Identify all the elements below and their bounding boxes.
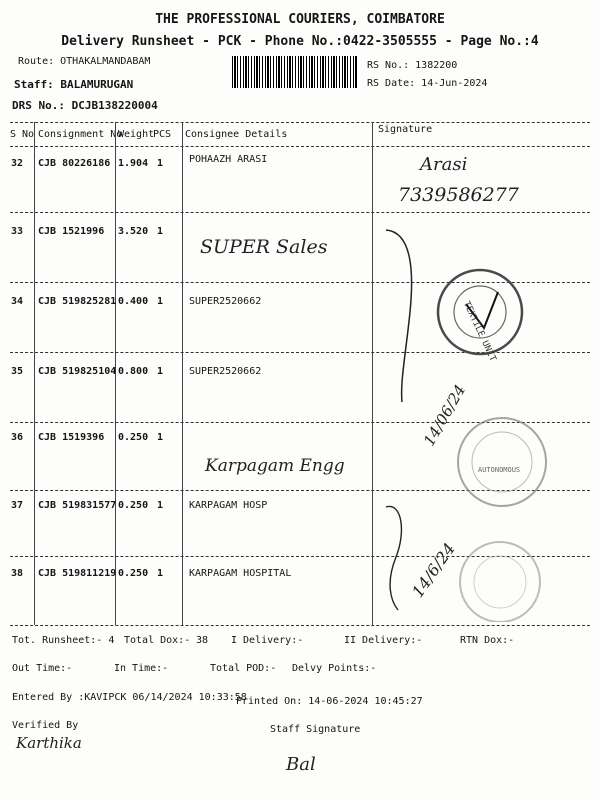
i-delivery: I Delivery:- — [231, 635, 304, 646]
row-32-phone: 7339586277 — [398, 184, 519, 206]
tot-runsheet: Tot. Runsheet:- 4 — [12, 635, 115, 646]
row-32-sno: 32 — [11, 158, 24, 169]
row-38-signature: 14/6/24 — [408, 539, 459, 601]
row-37-sno: 37 — [11, 500, 24, 511]
col-pcs-header: PCS — [153, 129, 172, 140]
row-33-pcs: 1 — [157, 226, 164, 237]
col-signature-header: Signature — [378, 124, 433, 135]
row-34-sno: 34 — [11, 296, 24, 307]
col-weight-header: Weight — [118, 129, 155, 140]
total-pod: Total POD:- — [210, 663, 277, 674]
signature-strokes — [372, 212, 600, 622]
barcode — [232, 56, 358, 88]
verified-by-label: Verified By — [12, 720, 79, 731]
col-consignee-header: Consignee Details — [185, 129, 288, 140]
row-35-consignment: CJB 519825104 — [38, 366, 117, 377]
col-sno-header: S No — [10, 129, 35, 140]
row-38-pcs: 1 — [157, 568, 164, 579]
row-34-pcs: 1 — [157, 296, 164, 307]
row-33-weight: 3.520 — [118, 226, 149, 237]
row-33-sno: 33 — [11, 226, 24, 237]
row-37-consignee: KARPAGAM HOSP — [189, 500, 268, 511]
in-time: In Time:- — [114, 663, 169, 674]
row-32-signature: Arasi — [420, 154, 468, 175]
row-38-sno: 38 — [11, 568, 24, 579]
row-37-weight: 0.250 — [118, 500, 149, 511]
row-35-sno: 35 — [11, 366, 24, 377]
rs-date: RS Date: 14-Jun-2024 — [367, 78, 488, 89]
row-34-consignment: CJB 519825281 — [38, 296, 117, 307]
row-34-consignee: SUPER2520662 — [189, 296, 262, 307]
row-36-signature: 14/06/24 — [420, 381, 470, 449]
col-consignment-header: Consignment No — [38, 129, 123, 140]
autonomous-stamp — [458, 418, 546, 506]
row-32-consignee: POHAAZH ARASI — [189, 154, 268, 165]
row-36-consignee-handwritten: Karpagam Engg — [205, 456, 345, 476]
row-32-pcs: 1 — [157, 158, 164, 169]
rs-number: RS No.: 1382200 — [367, 60, 458, 71]
staff-signature: Bal — [286, 754, 316, 775]
row-35-consignee: SUPER2520662 — [189, 366, 262, 377]
row-35-pcs: 1 — [157, 366, 164, 377]
drs-number: DRS No.: DCJB138220004 — [12, 99, 158, 112]
total-dox-label: Total Dox:- — [124, 635, 191, 646]
row-36-pcs: 1 — [157, 432, 164, 443]
row-36-weight: 0.250 — [118, 432, 149, 443]
row-38-consignee: KARPAGAM HOSPITAL — [189, 568, 292, 579]
row-35-weight: 0.800 — [118, 366, 149, 377]
rtn-dox: RTN Dox:- — [460, 635, 515, 646]
stamp2-text: AUTONOMOUS — [478, 466, 521, 474]
entered-by: Entered By :KAVIPCK 06/14/2024 10:33:58 — [12, 692, 247, 703]
route-label: Route: OTHAKALMANDABAM — [18, 56, 151, 67]
row-38-weight: 0.250 — [118, 568, 149, 579]
ii-delivery: II Delivery:- — [344, 635, 423, 646]
brace-stroke — [386, 230, 412, 402]
loop-stroke — [386, 506, 401, 610]
total-dox-value: 38 — [196, 635, 209, 646]
row-36-consignment: CJB 1519396 — [38, 432, 105, 443]
row-36-sno: 36 — [11, 432, 24, 443]
printed-on: Printed On: 14-06-2024 10:45:27 — [236, 696, 423, 707]
row-34-weight: 0.400 — [118, 296, 149, 307]
out-time: Out Time:- — [12, 663, 73, 674]
staff-signature-label: Staff Signature — [270, 724, 361, 735]
row-33-consignee-handwritten: SUPER Sales — [200, 236, 328, 258]
staff-label: Staff: BALAMURUGAN — [14, 78, 134, 91]
delvy-points: Delvy Points:- — [292, 663, 377, 674]
row-37-pcs: 1 — [157, 500, 164, 511]
row-38-consignment: CJB 519811219 — [38, 568, 117, 579]
row-33-consignment: CJB 1521996 — [38, 226, 105, 237]
row-32-weight: 1.904 — [118, 158, 149, 169]
row-32-consignment: CJB 80226186 — [38, 158, 111, 169]
stamp1-text: TEXTILE UNIT — [460, 300, 498, 364]
company-title: THE PROFESSIONAL COURIERS, COIMBATORE — [155, 12, 445, 27]
verified-by-signature: Karthika — [16, 734, 82, 752]
runsheet-subtitle: Delivery Runsheet - PCK - Phone No.:0422-3505555 - Page No.:4 — [61, 34, 539, 49]
row-37-consignment: CJB 519831577 — [38, 500, 117, 511]
hospital-stamp — [460, 542, 540, 622]
